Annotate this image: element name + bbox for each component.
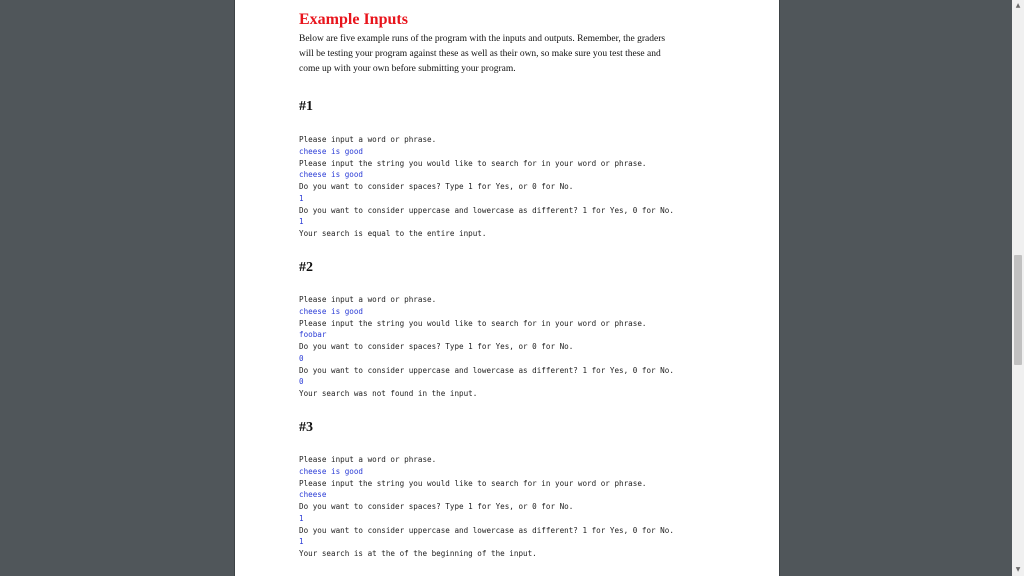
console-user-input: foobar — [299, 330, 327, 340]
console-user-input: cheese — [299, 490, 327, 500]
console-output — [299, 294, 719, 400]
console-user-input: cheese is good — [299, 466, 364, 476]
intro-line: will be testing your program against these as well as their own, so make sure you test these and — [299, 49, 661, 59]
run-heading: #1 — [299, 99, 313, 114]
console-user-input: 0 — [299, 353, 304, 363]
console-user-input: 1 — [299, 217, 304, 227]
page-title: Example Inputs — [299, 11, 408, 28]
run-heading: #2 — [299, 260, 313, 275]
console-result: Your search was not found in the input. — [299, 389, 478, 398]
intro-line: Below are five example runs of the program with the inputs and outputs. Remember, the graders — [299, 34, 666, 44]
console-prompt: Please input a word or phrase. — [299, 455, 437, 464]
intro-line: come up with your own before submitting your program. — [299, 64, 516, 74]
console-prompt: Do you want to consider uppercase and lowercase as different? 1 for Yes, 0 for No. — [299, 525, 674, 535]
console-user-input: cheese is good — [299, 170, 364, 180]
console-output — [299, 134, 719, 240]
console-output — [299, 454, 719, 560]
console-prompt: Do you want to consider spaces? Type 1 for Yes, or 0 for No. — [299, 342, 574, 351]
intro-section — [299, 10, 739, 77]
console-prompt: Do you want to consider uppercase and lowercase as different? 1 for Yes, 0 for No. — [299, 365, 674, 375]
document-page — [234, 0, 780, 576]
console-user-input: cheese is good — [299, 306, 364, 316]
console-user-input: 1 — [299, 193, 304, 203]
console-user-input: cheese is good — [299, 146, 364, 156]
console-prompt: Do you want to consider spaces? Type 1 for Yes, or 0 for No. — [299, 502, 574, 511]
console-prompt: Please input the string you would like to search for in your word or phrase. — [299, 478, 647, 488]
console-user-input: 1 — [299, 537, 304, 547]
console-result: Your search is equal to the entire input. — [299, 229, 487, 238]
run-heading: #3 — [299, 420, 313, 435]
scroll-up-icon[interactable]: ▲ — [1015, 2, 1021, 9]
console-prompt: Do you want to consider spaces? Type 1 for Yes, or 0 for No. — [299, 182, 574, 191]
intro-paragraph — [299, 32, 739, 77]
console-user-input: 1 — [299, 513, 304, 523]
console-result: Your search is at the of the beginning of the input. — [299, 549, 537, 558]
console-prompt: Please input the string you would like to search for in your word or phrase. — [299, 158, 647, 168]
scroll-down-icon[interactable]: ▼ — [1015, 566, 1021, 573]
vertical-scrollbar[interactable] — [1012, 0, 1024, 576]
console-prompt: Do you want to consider uppercase and lowercase as different? 1 for Yes, 0 for No. — [299, 205, 674, 215]
console-prompt: Please input the string you would like to search for in your word or phrase. — [299, 318, 647, 328]
console-prompt: Please input a word or phrase. — [299, 295, 437, 304]
scrollbar-thumb[interactable] — [1014, 255, 1022, 365]
console-prompt: Please input a word or phrase. — [299, 135, 437, 144]
console-user-input: 0 — [299, 377, 304, 387]
